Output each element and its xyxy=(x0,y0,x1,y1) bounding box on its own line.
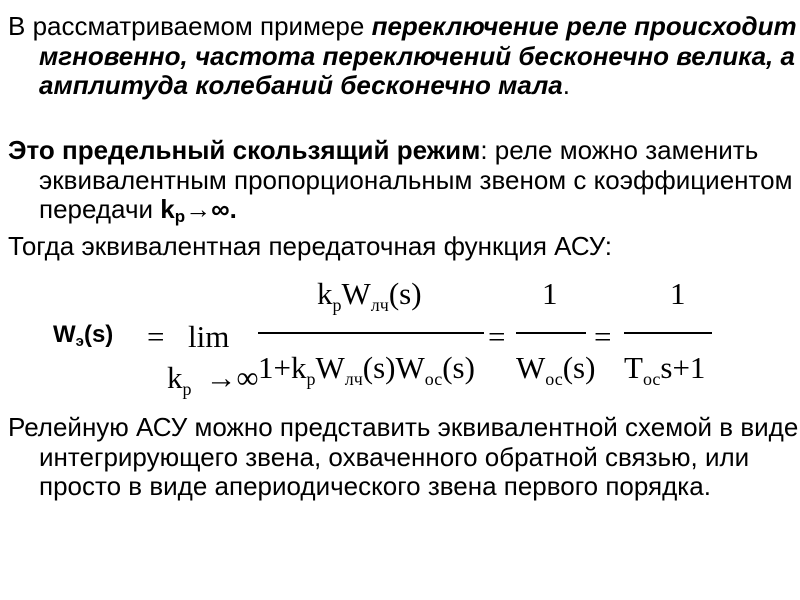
transfer-function-formula xyxy=(0,272,800,402)
p1-emphasis: переключение реле происходит мгновенно, частота переключений бесконечно велика, а амплитуда колебаний бесконечно мала xyxy=(39,11,797,100)
p2-k: $k_p\to\infty$. xyxy=(160,194,237,226)
paragraph-transfer-intro xyxy=(8,232,800,262)
formula-lhs: $W_э(s)$ xyxy=(53,321,114,350)
formula-num3: 1 xyxy=(670,276,686,311)
p4-text: Релейную АСУ можно представить эквивалентной схемой в виде интегрирующего звена, охваченного обратной связью, или просто в виде апериодического звена первого порядка. xyxy=(8,412,799,501)
formula-eq1: = xyxy=(147,319,165,354)
paragraph-relay-switching xyxy=(8,12,800,101)
fraction-bar-3 xyxy=(624,332,712,334)
formula-lim-sub: $k_p$ →∞ xyxy=(167,360,259,399)
formula-den2: $W_{ос}(s)$ xyxy=(516,350,596,389)
p3-text: Тогда эквивалентная передаточная функция АСУ: xyxy=(8,231,612,261)
formula-eq3: = xyxy=(594,319,612,354)
p2-rest: : реле можно заменить эквивалентным пропорциональным звеном с коэффициентом передачи xyxy=(39,135,793,224)
p1-normal: В рассматриваемом примере xyxy=(8,11,372,41)
p1-end: . xyxy=(562,70,570,100)
paragraph-sliding-mode xyxy=(8,136,800,225)
formula-den1: $1+k_pW_{лч}(s)W_{ос}(s)$ xyxy=(258,350,475,389)
formula-den3: $T_{ос}s+1$ xyxy=(624,350,706,389)
p2-bold: Это предельный скользящий режим xyxy=(8,135,481,165)
fraction-bar-2 xyxy=(516,332,586,334)
fraction-bar-1 xyxy=(258,332,484,334)
formula-num1: $k_pW_{лч}(s)$ xyxy=(317,276,422,315)
formula-eq2: = xyxy=(488,319,506,354)
formula-num2: 1 xyxy=(542,276,558,311)
formula-lim: lim xyxy=(188,319,230,354)
paragraph-relay-asu xyxy=(8,413,800,502)
